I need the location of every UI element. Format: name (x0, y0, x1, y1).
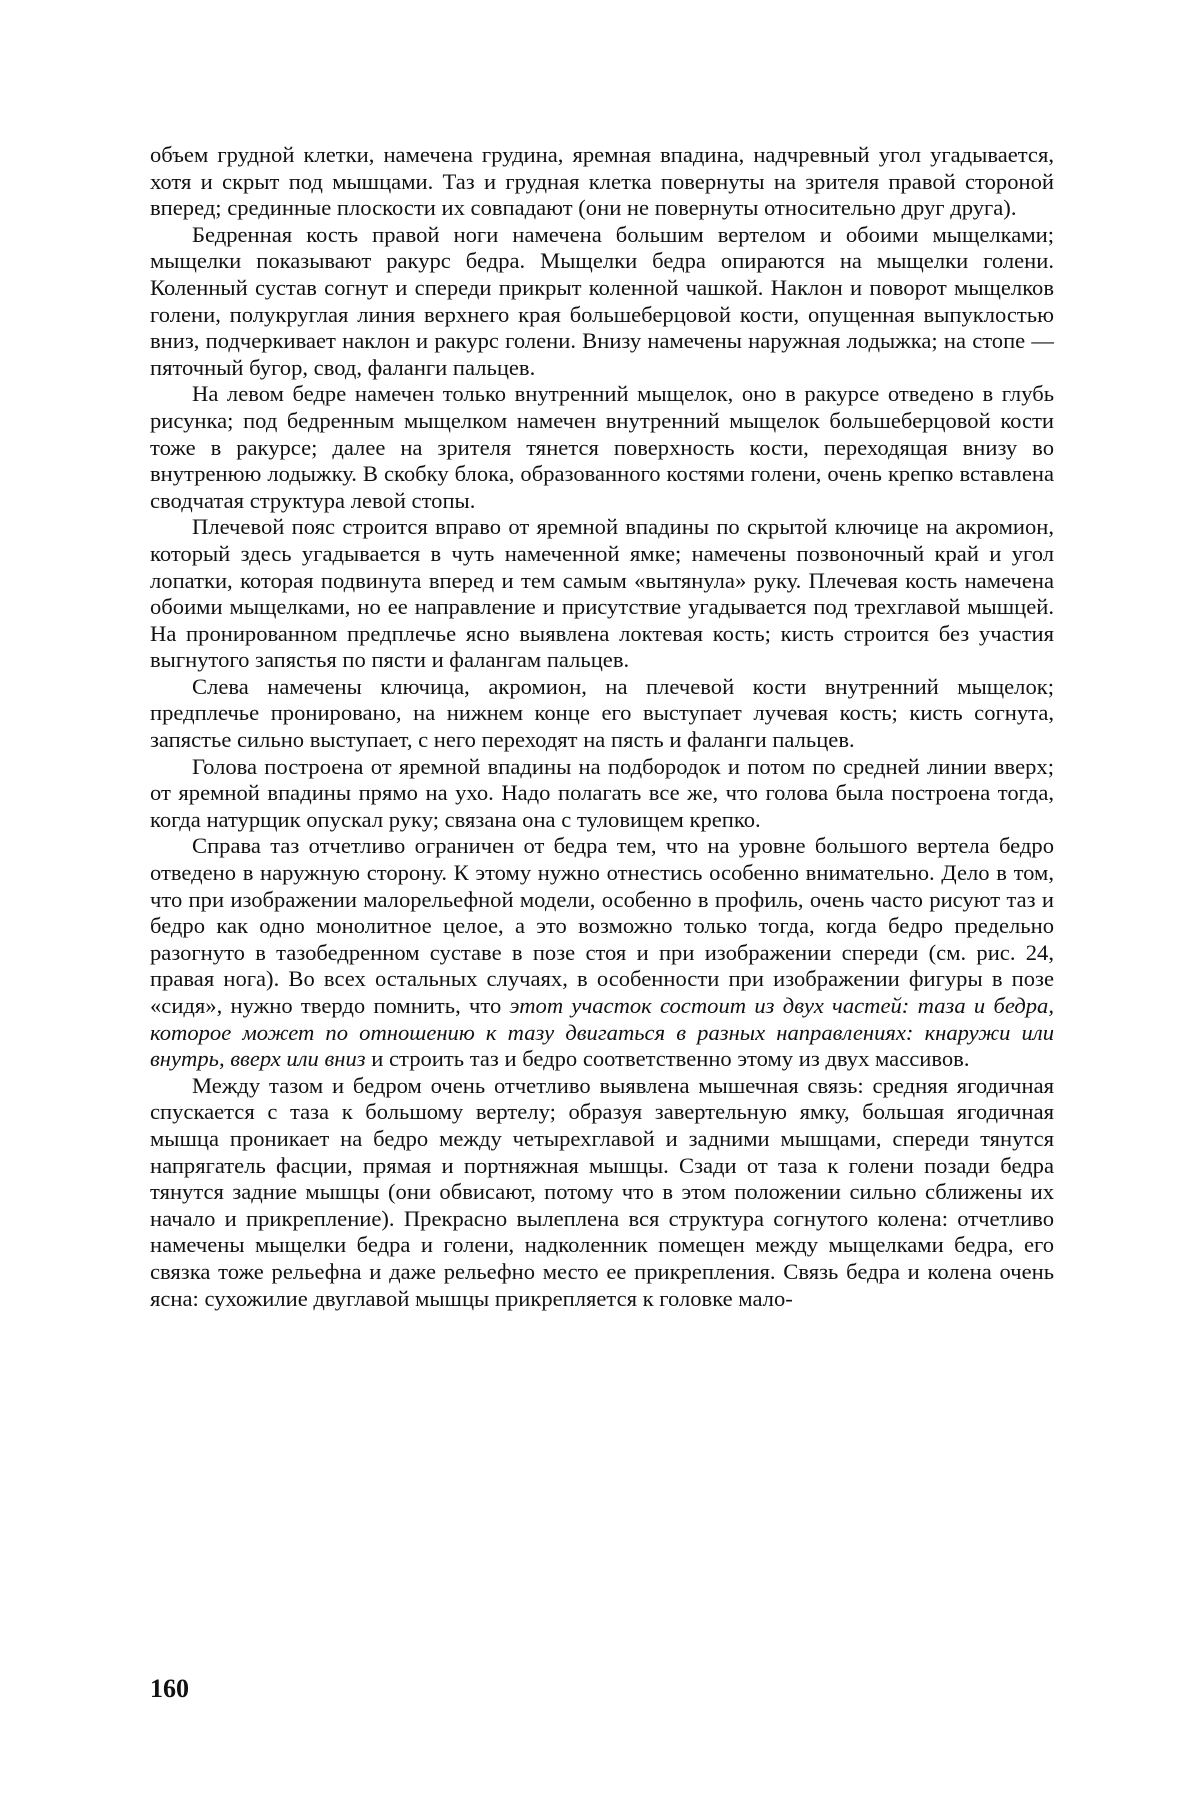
paragraph-5: Слева намечены ключица, акромион, на плечевой кости внутренний мыщелок; предплечье пронировано, на нижнем конце его выступает лучевая кость; кисть согнута, запястье сильно выступает, с него переходят на пясть и фаланги пальцев. (150, 673, 1054, 753)
paragraph-4: Плечевой пояс строится вправо от яремной впадины по скрытой ключице на акромион, который здесь угадывается в чуть намеченной ямке; намечены позвоночный край и угол лопатки, которая подвинута вперед и тем самым «вытянула» руку. Плечевая кость намечена обоими мыщелками, но ее направление и присутствие угадывается под трехглавой мышцей. На пронированном предплечье ясно выявлена локтевая кость; кисть строится без участия выгнутого запястья по пясти и фалангам пальцев. (150, 514, 1054, 673)
paragraph-8: Между тазом и бедром очень отчетливо выявлена мышечная связь: средняя ягодичная спускается с таза к большому вертелу; образуя завертельную ямку, большая ягодичная мышца проникает на бедро между четырехглавой и задними мышцами, спереди тянутся напрягатель фасции, прямая и портняжная мышцы. Сзади от таза к голени позади бедра тянутся задние мышцы (они обвисают, потому что в этом положении сильно сближены их начало и прикрепление). Прекрасно вылеплена вся структура согнутого колена: отчетливо намечены мыщелки бедра и голени, надколенник помещен между мыщелками бедра, его связка тоже рельефна и даже рельефно место ее прикрепления. Связь бедра и колена очень ясна: сухожилие двуглавой мышцы прикрепляется к головке мало- (150, 1072, 1054, 1311)
paragraph-7-italic-emphasis: этот участок состоит из двух частей: таза и бедра, которое может по отношению к тазу двигаться в разных направлениях: кнаружи или внутрь, вверх или вниз (150, 993, 1054, 1072)
paragraph-7 (150, 833, 1054, 1072)
paragraph-6: Голова построена от яремной впадины на подбородок и потом по средней линии вверх; от яремной впадины прямо на ухо. Надо полагать все же, что голова была построена тогда, когда натурщик опускал руку; связана она с туловищем крепко. (150, 753, 1054, 832)
paragraph-7-text-after: и строить таз и бедро соответственно этому из двух массивов. (365, 1046, 970, 1072)
paragraph-2: Бедренная кость правой ноги намечена большим вертелом и обоими мыщелками; мыщелки показывают ракурс бедра. Мыщелки бедра опираются на мыщелки голени. Коленный сустав согнут и спереди прикрыт коленной чашкой. Наклон и поворот мыщелков голени, полукруглая линия верхнего края большеберцовой кости, опущенная выпуклостью вниз, подчеркивает наклон и ракурс голени. Внизу намечены наружная лодыжка; на стопе — пяточный бугор, свод, фаланги пальцев. (150, 221, 1054, 380)
paragraph-1: объем грудной клетки, намечена грудина, яремная впадина, надчревный угол угадывается, хотя и скрыт под мышцами. Таз и грудная клетка повернуты на зрителя правой стороной вперед; срединные плоскости их совпадают (они не повернуты относительно друг друга). (150, 142, 1054, 221)
paragraph-7-text-before: Справа таз отчетливо ограничен от бедра тем, что на уровне большого вертела бедро отведено в наружную сторону. К этому нужно отнестись особенно внимательно. Дело в том, что при изображении малорельефной модели, особенно в профиль, очень часто рисуют таз и бедро как одно монолитное целое, а это возможно только тогда, когда бедро предельно разогнуто в тазобедренном суставе в позе стоя и при изображении спереди (см. рис. 24, правая нога). Во всех остальных случаях, в особенности при изображении фигуры в позе «сидя», нужно твердо помнить, что (150, 833, 1054, 1018)
paragraph-3: На левом бедре намечен только внутренний мыщелок, оно в ракурсе отведено в глубь рисунка; под бедренным мыщелком намечен внутренний мыщелок большеберцовой кости тоже в ракурсе; далее на зрителя тянется поверхность кости, переходящая внизу во внутренюю лодыжку. В скобку блока, образованного костями голени, очень крепко вставлена сводчатая структура левой стопы. (150, 381, 1054, 513)
page-number: 160 (150, 1674, 189, 1703)
page-text-block (150, 142, 1054, 1312)
